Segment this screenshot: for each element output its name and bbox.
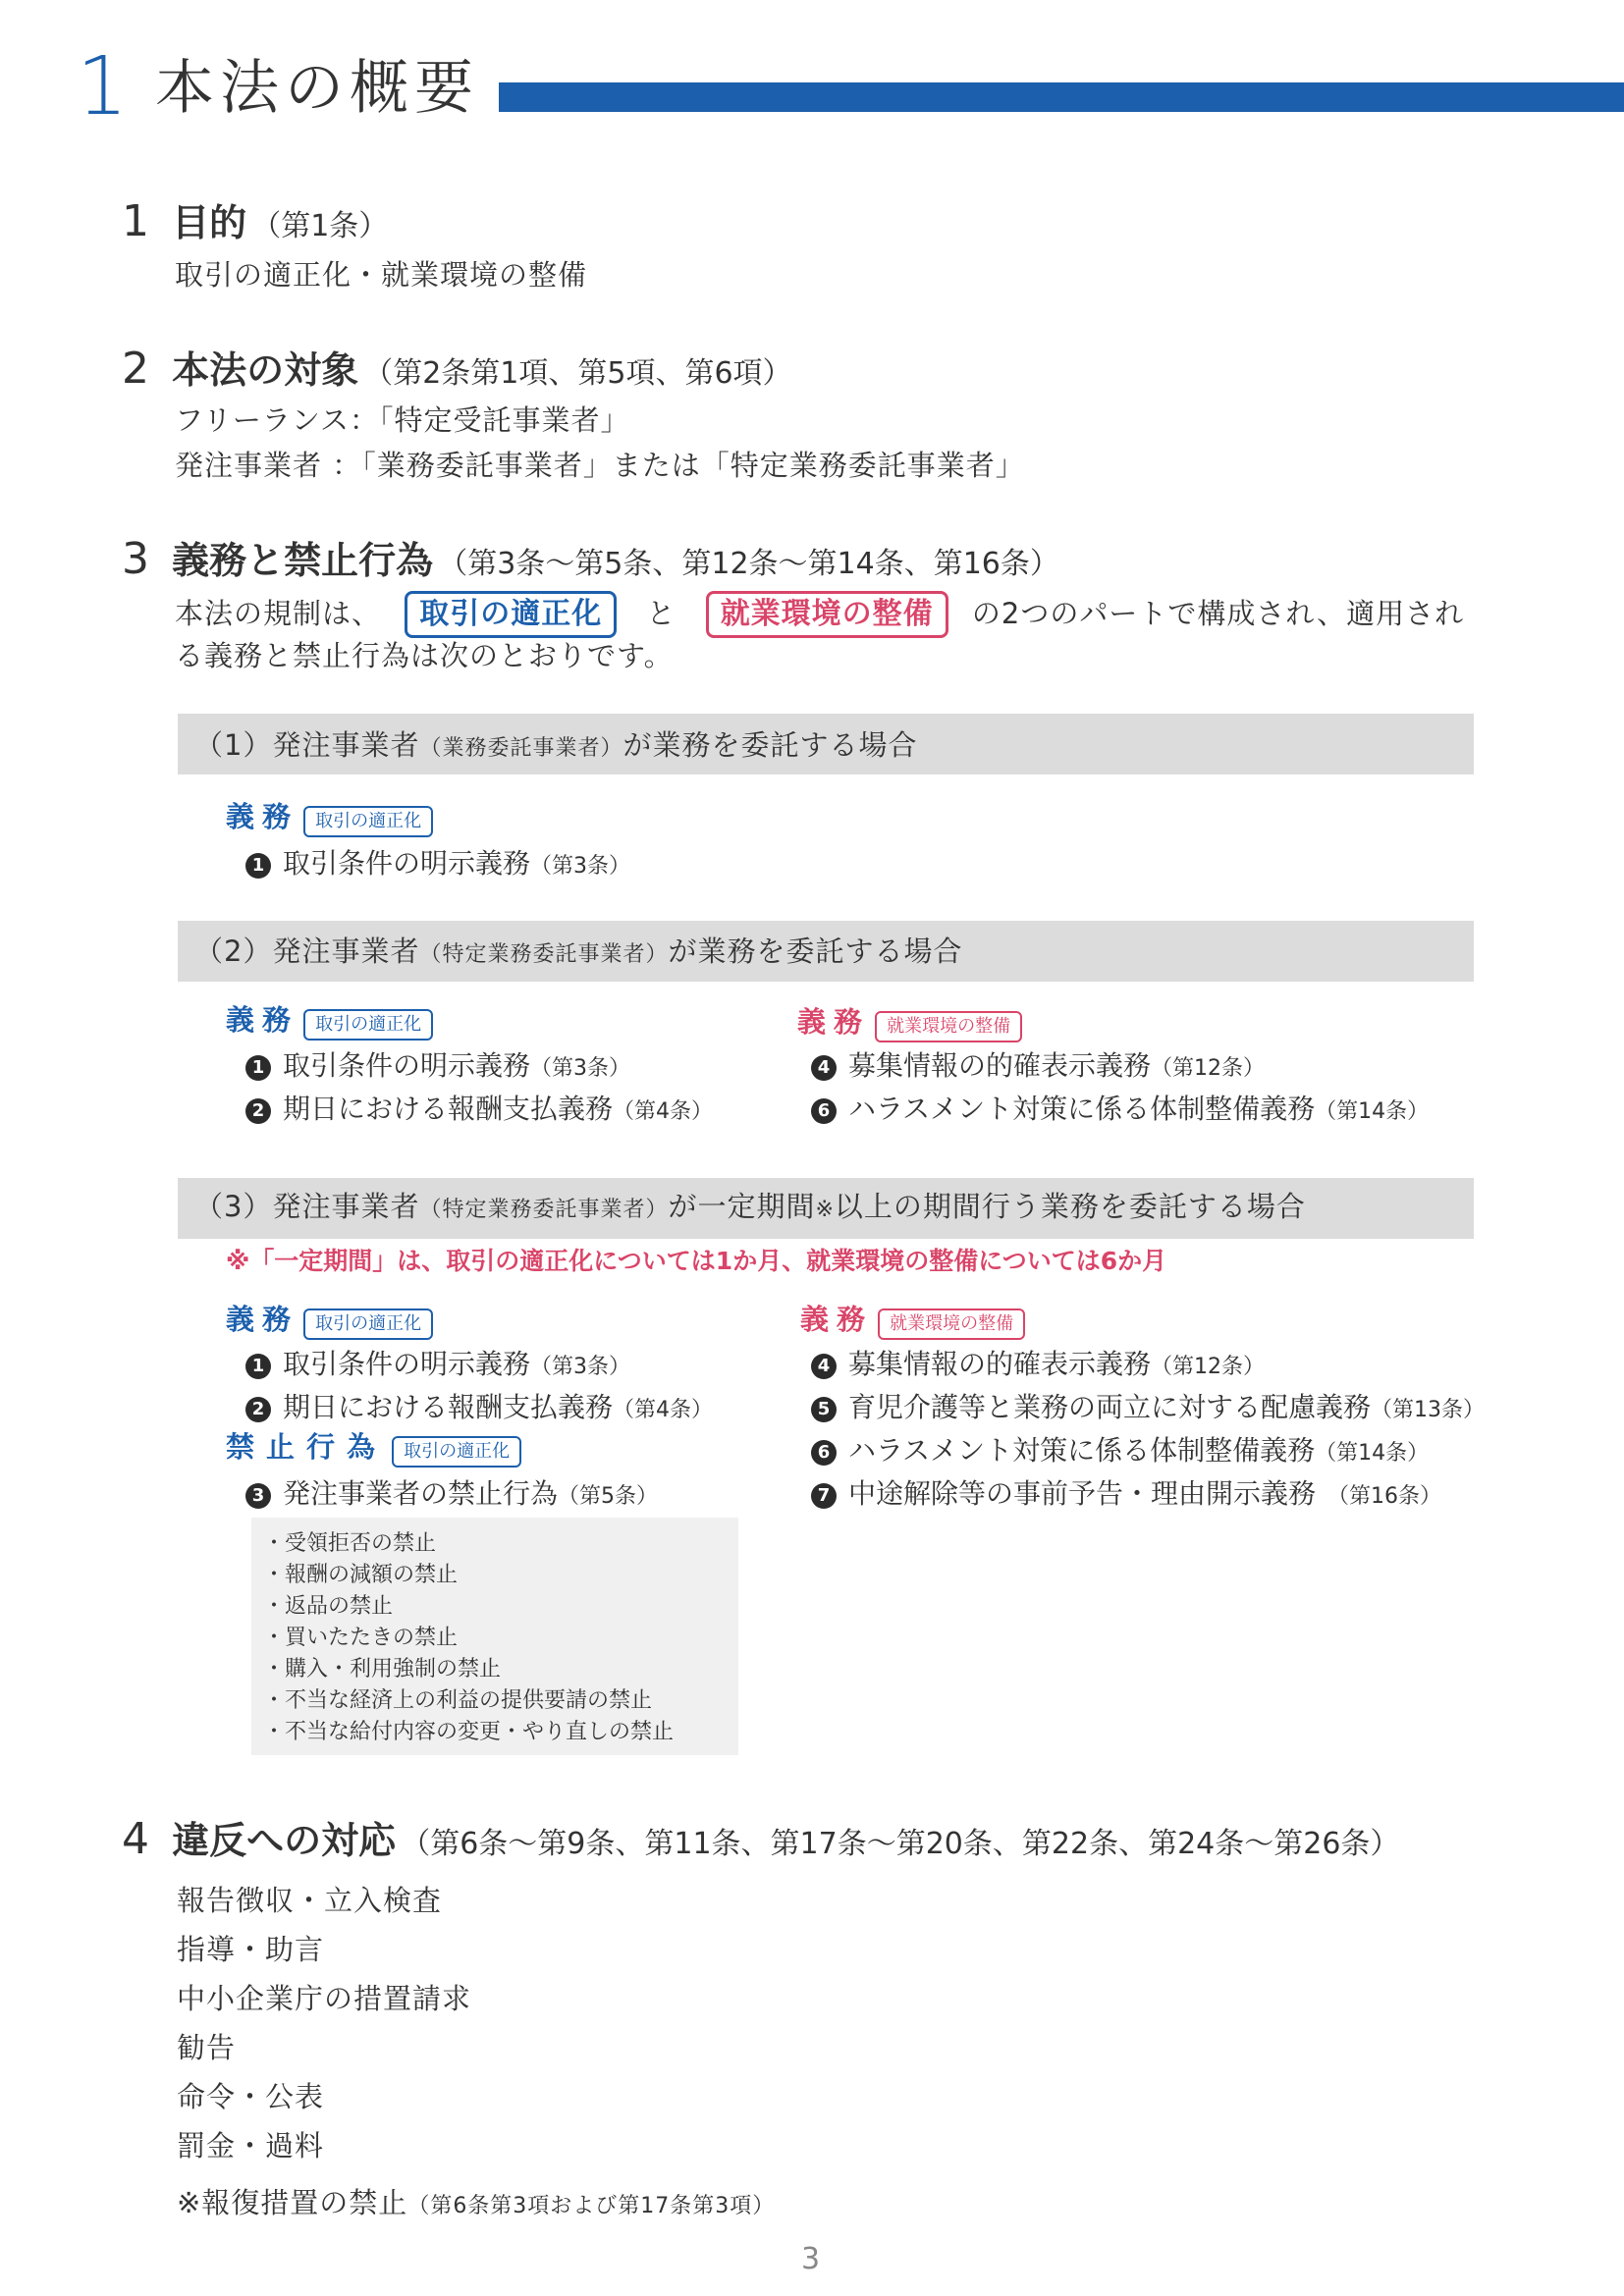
section-ref: （第3条〜第5条、第12条〜第14条、第16条） [438, 547, 1059, 581]
item-ref: （第13条） [1371, 1398, 1486, 1422]
heading-small: （業務委託事業者） [419, 736, 623, 761]
section-ref: （第1条） [251, 209, 389, 243]
tag-trade-fairness: 取引の適正化 [405, 591, 617, 638]
list-item [811, 1434, 1430, 1467]
number-badge: 7 [811, 1483, 837, 1509]
section-title: 義務と禁止行為 [172, 539, 434, 582]
heading-small: （特定業務委託事業者） [419, 942, 669, 967]
section-title: 本法の対象 [172, 348, 359, 392]
section-number: 3 [122, 534, 149, 584]
list-item [245, 1391, 714, 1423]
prohibited-act: ・購入・利用強制の禁止 [263, 1657, 502, 1682]
tag-trade-fairness: 取引の適正化 [303, 806, 433, 837]
section-number: 2 [122, 344, 149, 394]
prohibited-act: ・受領拒否の禁止 [263, 1531, 437, 1556]
heading-mark: ※ [815, 1198, 835, 1222]
list-item [811, 1391, 1486, 1423]
tag-work-environment: 就業環境の整備 [875, 1011, 1022, 1042]
prohibited-label: 禁止行為 [226, 1430, 388, 1464]
duty-label: 義務 [226, 1303, 299, 1336]
case-2-duty-left [226, 1003, 433, 1041]
item-ref: （第14条） [1315, 1099, 1430, 1124]
intro-text: と [646, 597, 677, 630]
case-2-duty-right [797, 1005, 1022, 1042]
section-number: 1 [122, 196, 149, 246]
list-item [811, 1049, 1266, 1082]
duty-label: 義務 [226, 1003, 299, 1037]
item-text: 期日における報酬支払義務 [283, 1093, 614, 1125]
number-badge: 4 [811, 1055, 837, 1081]
section-2-line-2: 発注事業者 ：「業務委託事業者」または「特定業務委託事業者」 [175, 449, 1025, 482]
section-3-intro-2: る義務と禁止行為は次のとおりです。 [175, 639, 674, 672]
section-1-heading [122, 196, 389, 246]
list-item [245, 1095, 713, 1124]
item-ref: （第5条） [558, 1484, 659, 1509]
title-bar [499, 82, 1624, 112]
list-item [245, 1348, 631, 1380]
item-text: 募集情報の的確表示義務 [848, 1348, 1152, 1380]
tag-trade-fairness: 取引の適正化 [303, 1308, 433, 1340]
item-text: ハラスメント対策に係る体制整備義務 [848, 1434, 1316, 1467]
page-title: 本法の概要 [155, 54, 479, 123]
duty-label: 義務 [800, 1303, 874, 1336]
case-1-duty-label [226, 800, 433, 837]
list-item [245, 1477, 659, 1510]
number-badge: 6 [811, 1440, 837, 1466]
note-ref: （第6条第3項および第17条第3項） [407, 2194, 776, 2218]
heading-text: 以上の期間行う業務を委託する場合 [834, 1190, 1306, 1223]
response-item: 勧告 [177, 2031, 237, 2064]
item-ref: （第4条） [613, 1099, 714, 1124]
heading-text: が一定期間 [668, 1190, 816, 1223]
number-badge: 4 [811, 1354, 837, 1379]
item-ref: （第16条） [1327, 1484, 1442, 1509]
heading-text: （2）発注事業者 [194, 934, 420, 968]
case-1-heading [194, 728, 918, 762]
section-ref: （第6条〜第9条、第11条、第17条〜第20条、第22条、第24条〜第26条） [401, 1827, 1400, 1861]
section-title: 目的 [172, 201, 247, 244]
item-text: 発注事業者の禁止行為 [283, 1477, 559, 1510]
item-text: 募集情報の的確表示義務 [848, 1049, 1152, 1082]
section-1-text: 取引の適正化・就業環境の整備 [175, 258, 588, 292]
item-ref: （第12条） [1151, 1056, 1266, 1081]
number-badge: 1 [245, 1354, 271, 1379]
list-item [811, 1095, 1429, 1124]
prohibited-act: ・不当な給付内容の変更・やり直しの禁止 [263, 1720, 675, 1744]
prohibited-act: ・買いたたきの禁止 [263, 1626, 459, 1650]
heading-text: （1）発注事業者 [194, 728, 420, 762]
prohibited-act: ・返品の禁止 [263, 1594, 394, 1619]
section-number: 4 [122, 1814, 149, 1864]
list-item [811, 1348, 1266, 1380]
item-text: 育児介護等と業務の両立に対する配慮義務 [848, 1391, 1372, 1423]
number-badge: 1 [245, 853, 271, 879]
section-ref: （第2条第1項、第5項、第6項） [363, 356, 792, 391]
heading-text: が業務を委託する場合 [668, 934, 963, 968]
section-3-heading [122, 534, 1059, 584]
page-number: 3 [801, 2242, 821, 2276]
section-title: 違反への対応 [172, 1819, 397, 1862]
response-item: 中小企業庁の措置請求 [177, 1982, 472, 2015]
item-ref: （第4条） [613, 1398, 714, 1422]
prohibited-act: ・不当な経済上の利益の提供要請の禁止 [263, 1688, 653, 1713]
number-badge: 3 [245, 1483, 271, 1509]
duty-label: 義務 [226, 800, 299, 833]
item-ref: （第3条） [530, 854, 631, 879]
list-item [245, 1049, 631, 1082]
response-item: 指導・助言 [177, 1933, 325, 1966]
number-badge: 2 [245, 1098, 271, 1124]
item-ref: （第3条） [530, 1355, 631, 1379]
item-text: 期日における報酬支払義務 [283, 1391, 614, 1423]
tag-trade-fairness: 取引の適正化 [392, 1436, 521, 1468]
intro-text: の2つのパートで構成され、適用され [971, 597, 1465, 630]
number-badge: 6 [811, 1098, 837, 1124]
heading-text: が業務を委託する場合 [623, 728, 918, 762]
heading-small: （特定業務委託事業者） [419, 1198, 669, 1222]
duty-label: 義務 [797, 1005, 871, 1039]
response-item: 罰金・過料 [177, 2129, 325, 2163]
number-badge: 1 [245, 1055, 271, 1081]
note-text: ※報復措置の禁止 [177, 2186, 408, 2219]
prohibited-act: ・報酬の減額の禁止 [263, 1563, 459, 1587]
heading-text: （3）発注事業者 [194, 1190, 420, 1223]
list-item [245, 847, 631, 880]
section-3-intro [175, 591, 1464, 638]
item-text: 取引条件の明示義務 [283, 1049, 531, 1082]
section-4-heading [122, 1814, 1400, 1864]
section-2-heading [122, 344, 792, 394]
number-badge: 5 [811, 1397, 837, 1422]
item-ref: （第12条） [1151, 1355, 1266, 1379]
item-ref: （第14条） [1315, 1441, 1430, 1466]
intro-text: 本法の規制は、 [175, 597, 382, 630]
tag-work-environment: 就業環境の整備 [878, 1308, 1025, 1340]
case-3-duty-right [800, 1303, 1025, 1340]
case-3-heading [194, 1190, 1306, 1223]
section-2-line-1: フリーランス：「特定受託事業者」 [175, 403, 630, 437]
response-item: 命令・公表 [177, 2080, 325, 2113]
item-text: 取引条件の明示義務 [283, 847, 531, 880]
item-ref: （第3条） [530, 1056, 631, 1081]
item-text: ハラスメント対策に係る体制整備義務 [848, 1093, 1316, 1125]
case-3-prohibited-label [226, 1430, 521, 1468]
item-text: 中途解除等の事前予告・理由開示義務 [848, 1477, 1317, 1510]
tag-work-environment: 就業環境の整備 [706, 591, 948, 638]
period-note: ※「一定期間」は、取引の適正化については1か月、就業環境の整備については6か月 [226, 1247, 1167, 1275]
case-2-heading [194, 934, 963, 968]
case-3-duty-left [226, 1303, 433, 1340]
tag-trade-fairness: 取引の適正化 [303, 1009, 433, 1041]
item-text: 取引条件の明示義務 [283, 1348, 531, 1380]
number-badge: 2 [245, 1397, 271, 1422]
list-item [811, 1477, 1442, 1510]
chapter-number: 1 [77, 40, 129, 133]
response-item: 報告徴収・立入検査 [177, 1884, 443, 1917]
retaliation-note [177, 2186, 776, 2219]
